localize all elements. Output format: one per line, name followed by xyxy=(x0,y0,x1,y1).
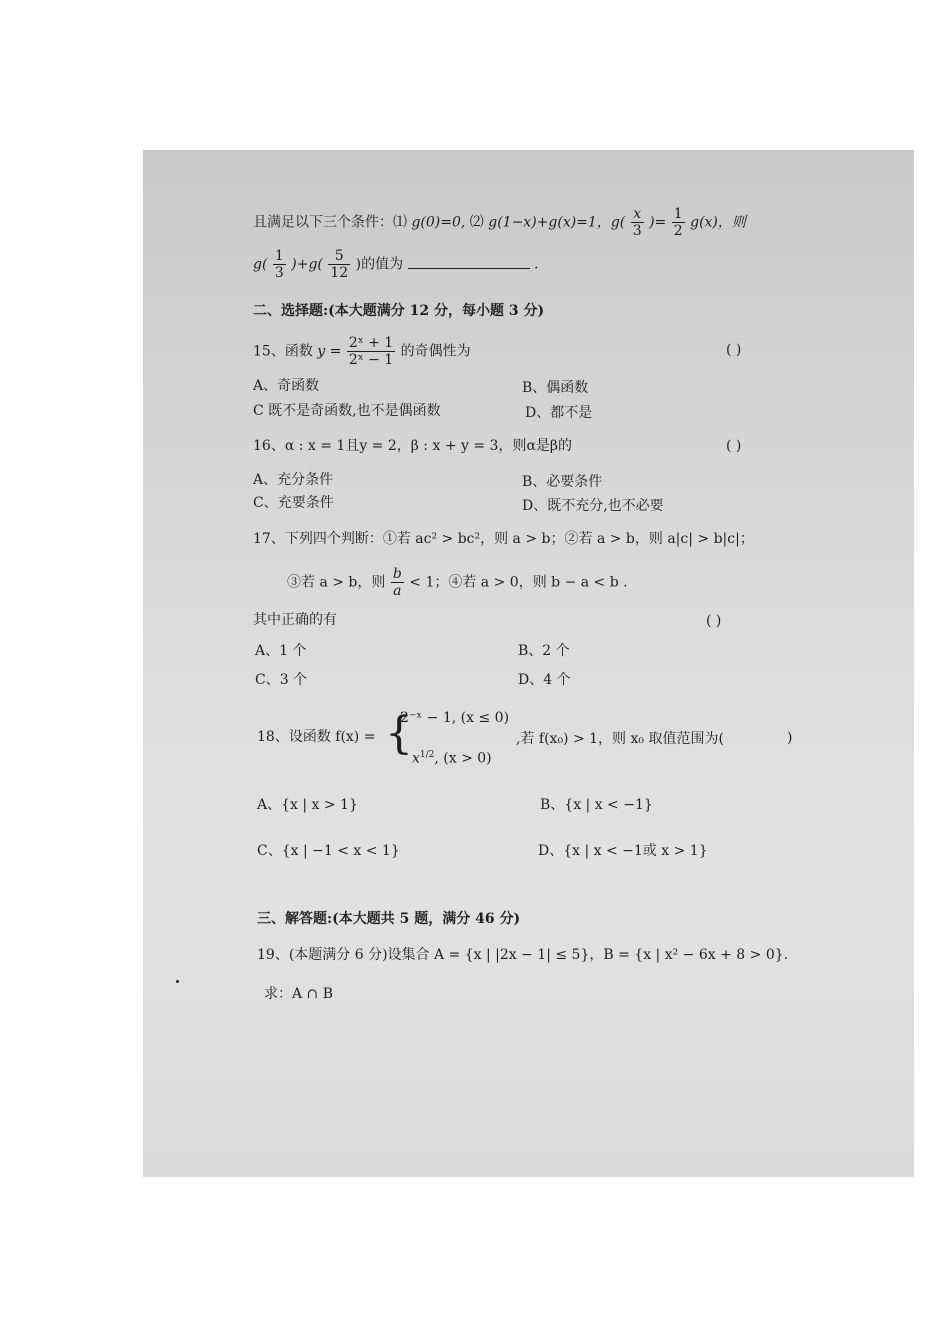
q17-fraction-b-over-a: $\frac{b}{a}$ xyxy=(392,566,402,599)
q17-option-a[interactable]: A、1 个 xyxy=(255,643,307,659)
q17-stem-line2: ③若 a > b，则 $\frac{b}{a}$ < 1；④若 a > 0，则 b − a < b . xyxy=(287,566,628,599)
ink-speck xyxy=(176,980,179,983)
prev-problem-line2: g( $\frac{1}{3}$ )+g( $\frac{5}{12}$ )的值为 . xyxy=(253,248,539,281)
fraction-x-over-3: $\frac{x}{3}$ xyxy=(632,206,642,239)
q17-option-b[interactable]: B、2 个 xyxy=(518,643,570,659)
q16-option-a[interactable]: A、充分条件 xyxy=(253,472,334,488)
q18-piecewise-brace: { xyxy=(385,708,413,759)
q15-option-a[interactable]: A、奇函数 xyxy=(253,378,320,394)
answer-blank[interactable] xyxy=(408,254,530,269)
prev-problem-line1: 且满足以下三个条件：⑴ g(0)=0, ⑵ g(1−x)+g(x)=1，g( $\frac{x}{3}$ )= $\frac{1}{2}$ g(x)，则 xyxy=(253,206,746,239)
q15-option-b[interactable]: B、偶函数 xyxy=(522,380,589,396)
q18-option-b[interactable]: B、{x | x < −1} xyxy=(540,797,653,813)
q18-option-c[interactable]: C、{x | −1 < x < 1} xyxy=(257,843,400,859)
section3-title: 三、解答题:(本大题共 5 题，满分 46 分) xyxy=(257,911,521,927)
fraction-one-half: $\frac{1}{2}$ xyxy=(673,206,683,239)
q15-fraction: $\frac{\text{2ˣ + 1}}{\text{2ˣ − 1}}$ xyxy=(348,335,394,368)
q19-stem: 19、(本题满分 6 分)设集合 A = {x | |2x − 1| ≤ 5}，B = {x | x² − 6x + 8 > 0}. xyxy=(257,947,789,963)
q18-option-a[interactable]: A、{x | x > 1} xyxy=(257,797,358,813)
q17-answer-paren[interactable]: ( ) xyxy=(706,613,722,629)
q15-option-c[interactable]: C 既不是奇函数,也不是偶函数 xyxy=(253,403,441,419)
q16-option-c[interactable]: C、充要条件 xyxy=(253,495,334,511)
q15-answer-paren[interactable]: ( ) xyxy=(726,342,742,358)
q18-answer-paren[interactable]: ) xyxy=(787,730,793,746)
q16-option-d[interactable]: D、既不充分,也不必要 xyxy=(522,498,664,514)
q18-case1: 2⁻ˣ − 1, (x ≤ 0) xyxy=(400,710,510,726)
q15-stem: 15、函数 y = $\frac{\text{2ˣ + 1}}{\text{2ˣ − 1}}$ 的奇偶性为 xyxy=(253,335,471,368)
q18-condition: ,若 f(x₀) > 1，则 x₀ 取值范围为( xyxy=(516,731,724,747)
q18-label: 18、设函数 f(x) = xyxy=(257,729,376,745)
q19-request: 求：A ∩ B xyxy=(264,986,334,1002)
q16-option-b[interactable]: B、必要条件 xyxy=(522,474,603,490)
fraction-one-third: $\frac{1}{3}$ xyxy=(274,248,284,281)
q17-stem-line3: 其中正确的有 xyxy=(253,612,337,628)
section2-title: 二、选择题:(本大题满分 12 分，每小题 3 分) xyxy=(253,303,545,319)
q18-case2: $x^{1/2}$, (x > 0) xyxy=(412,750,492,767)
q16-answer-paren[interactable]: ( ) xyxy=(726,438,742,454)
q17-stem-line1: 17、下列四个判断：①若 ac² > bc²，则 a > b；②若 a > b，则 a|c| > b|c|； xyxy=(253,531,754,547)
q16-stem: 16、α : x = 1且y = 2，β : x + y = 3，则α是β的 xyxy=(253,438,572,454)
fraction-five-twelfths: $\frac{5}{12}$ xyxy=(330,248,349,281)
q18-option-d[interactable]: D、{x | x < −1或 x > 1} xyxy=(538,843,708,859)
q17-option-d[interactable]: D、4 个 xyxy=(518,672,571,688)
q17-option-c[interactable]: C、3 个 xyxy=(255,672,308,688)
q15-option-d[interactable]: D、都不是 xyxy=(525,405,593,421)
